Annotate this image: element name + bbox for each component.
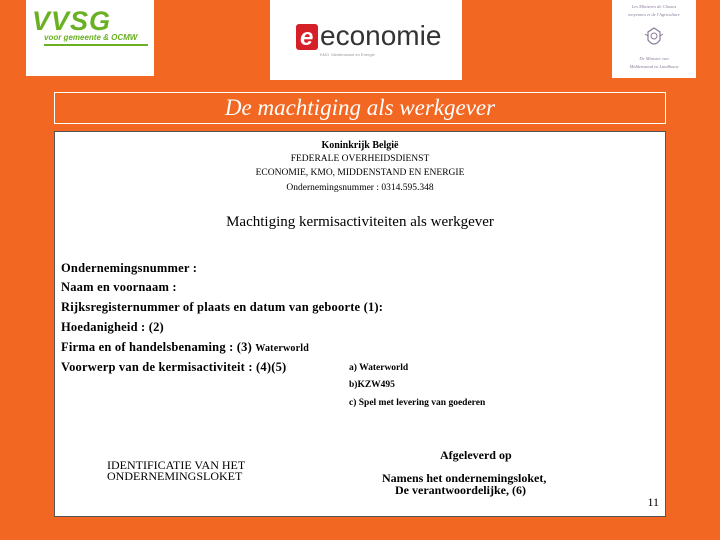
identification-line-2: ONDERNEMINGSLOKET [107,469,243,483]
economie-logo [270,0,462,80]
field-firma-value: Waterworld [255,343,309,354]
field-ondernemingsnummer: Ondernemingsnummer : [61,261,198,275]
authorization-document [54,131,666,517]
identification-line-1: IDENTIFICATIE VAN HET [107,458,246,472]
vvsg-logo-text: VVSG [32,6,112,36]
signature-block [382,472,546,496]
vvsg-logo-subtext: voor gemeente & OCMW [44,33,138,42]
ministry-seal [612,0,696,78]
page-number: 11 [647,495,659,509]
identification-block [107,460,245,482]
voorwerp-item: a) Waterworld [349,363,409,373]
seal-text-top-2: moyennes et de l'Agriculture [628,12,680,17]
signature-line-1: Namens het ondernemingsloket, [382,471,547,485]
slide-title: De machtiging als werkgever [54,92,666,124]
field-rijksregister: Rijksregisternummer of plaats en datum van geboorte (1): [61,300,384,314]
economie-logo-tagline: KMO, Middenstand en Energie [320,52,375,57]
doc-header-service: FEDERALE OVERHEIDSDIENST [290,154,430,164]
seal-text-bottom-1: De Minister van [639,56,669,61]
voorwerp-item: b)KZW495 [349,380,395,390]
economie-logo-mark [296,24,318,50]
doc-header-department: ECONOMIE, KMO, MIDDENSTAND EN ENERGIE [255,168,465,178]
doc-header-kingdom: Koninkrijk België [321,140,399,151]
economie-logo-mark-letter: e [300,24,314,51]
field-firma [61,340,309,355]
signature-line-2: De verantwoordelijke, (6) [395,483,526,497]
seal-text-bottom-2: Middenstand en Landbouw [629,64,679,69]
voorwerp-item: c) Spel met levering van goederen [349,398,486,408]
field-naam: Naam en voornaam : [61,280,177,294]
crest-icon [642,26,666,50]
delivered-on: Afgeleverd op [440,448,512,462]
field-firma-label: Firma en of handelsbenaming : (3) [61,340,252,354]
vvsg-logo-bar [44,44,148,46]
doc-header-company-number: Ondernemingsnummer : 0314.595.348 [286,183,434,193]
doc-title: Machtiging kermisactiviteiten als werkgever [226,214,494,230]
vvsg-logo [26,0,154,76]
field-hoedanigheid: Hoedanigheid : (2) [61,320,164,334]
economie-logo-word: economie [320,20,442,51]
field-voorwerp: Voorwerp van de kermisactiviteit : (4)(5) [61,360,287,374]
seal-text-top-1: Les Ministres de Classes [631,4,677,9]
